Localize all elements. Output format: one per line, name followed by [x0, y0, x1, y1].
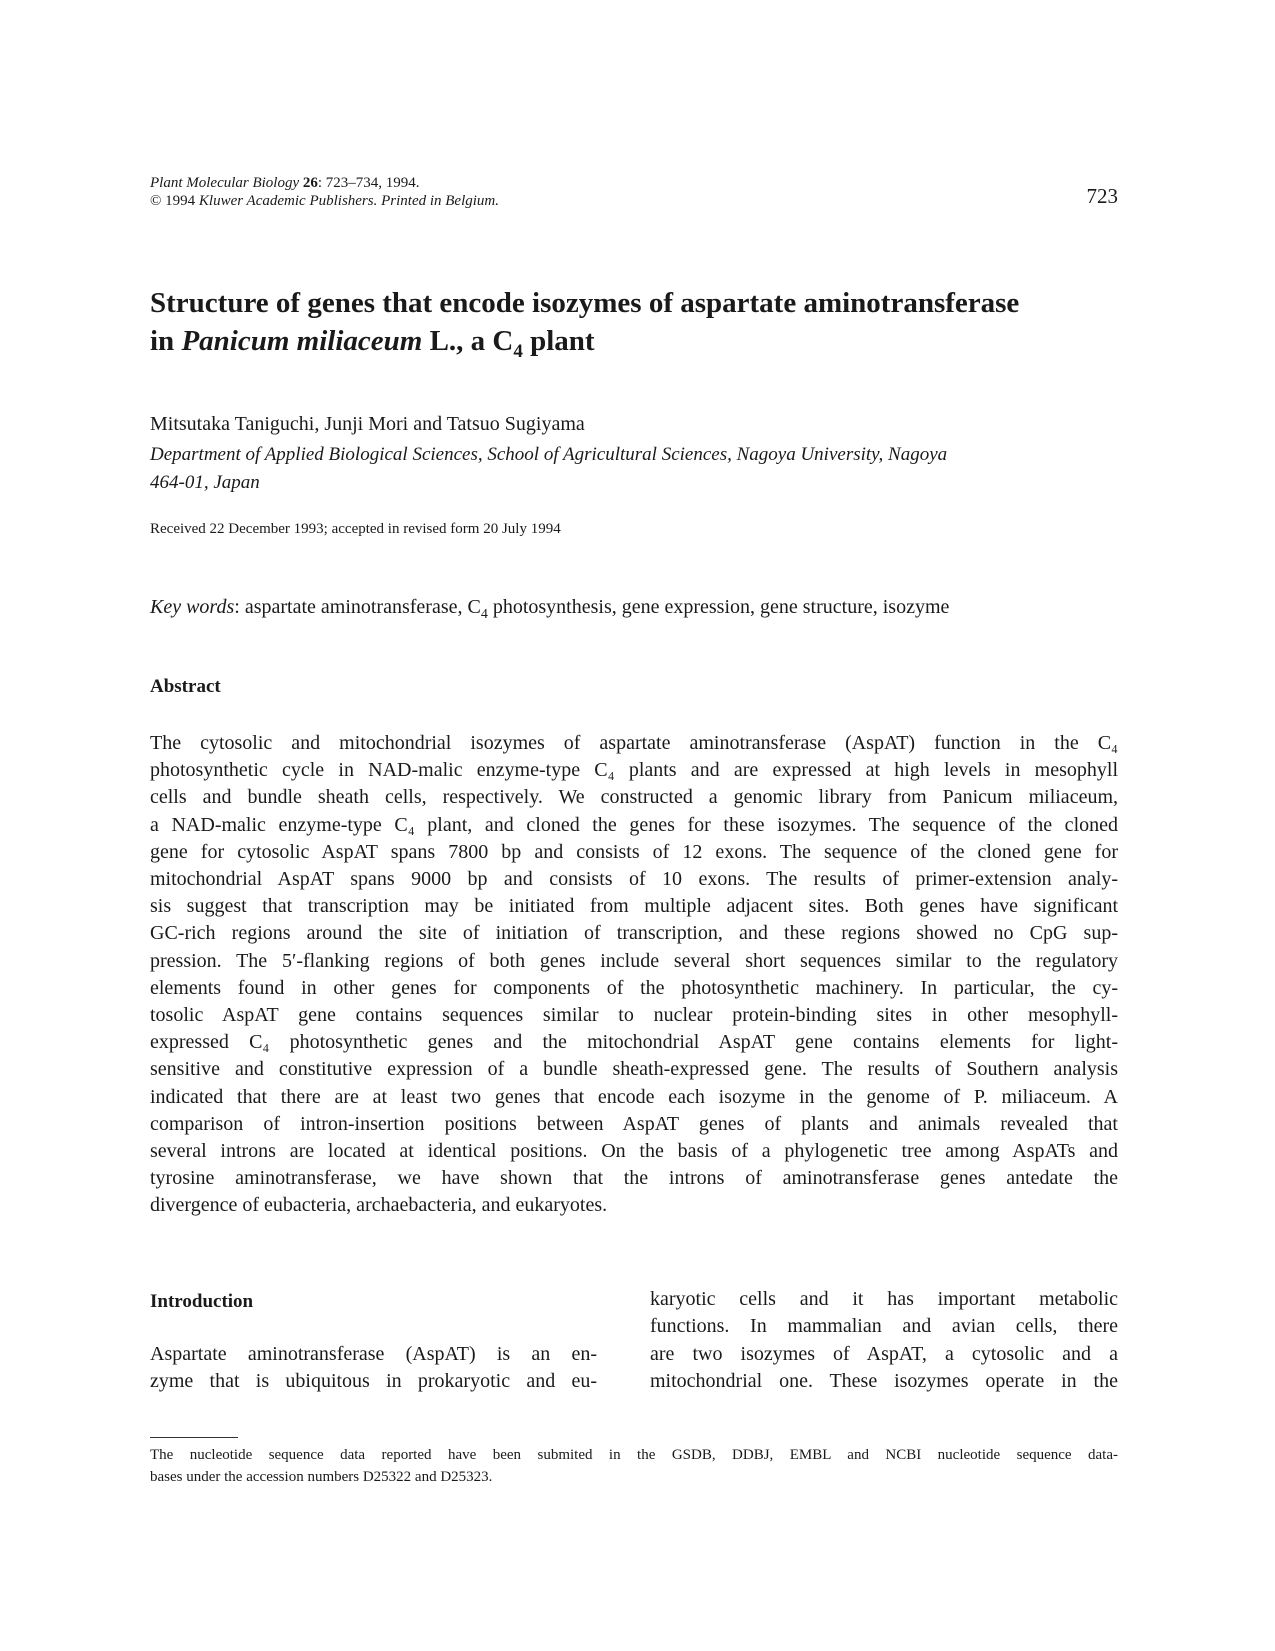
publisher: Kluwer Academic Publishers. Printed in Belgium. [198, 193, 500, 209]
abstract-line: sensitive and constitutive expression of a bundle sheath-expressed gene. The results of Southern analysis [150, 1058, 1118, 1081]
journal-pages-year: : 723–734, 1994. [317, 175, 420, 191]
abstract-line: expressed C₄ photosynthetic genes and the mitochondrial AspAT gene contains elements for light- [150, 1031, 1118, 1054]
paper-title [150, 284, 1130, 371]
intro-line: Aspartate aminotransferase (AspAT) is an en- [150, 1343, 597, 1365]
abstract-line: comparison of intron-insertion positions between AspAT genes of plants and animals revealed that [150, 1112, 1118, 1135]
abstract-line: divergence of eubacteria, archaebacteria, and eukaryotes. [150, 1194, 608, 1217]
title-mid: L., a C [429, 325, 514, 357]
copyright-year: 1994 [165, 193, 196, 209]
journal-volume: 26 [302, 175, 318, 191]
abstract-line: mitochondrial AspAT spans 9000 bp and consists of 10 exons. The results of primer-extension analy- [150, 868, 1118, 891]
journal-citation [150, 174, 499, 192]
footnote [150, 1444, 1118, 1488]
intro-line: are two isozymes of AspAT, a cytosolic and a [650, 1342, 1118, 1365]
received-dates: Received 22 December 1993; accepted in revised form 20 July 1994 [150, 521, 561, 537]
keywords-subscript: 4 [480, 607, 488, 622]
introduction-left-column [150, 1341, 597, 1396]
affiliation-line-1: Department of Applied Biological Sciences, School of Agricultural Sciences, Nagoya University, Nagoya [150, 444, 948, 465]
title-in: in [150, 325, 175, 357]
title-line-1: Structure of genes that encode isozymes of aspartate aminotransferase [150, 287, 1020, 319]
abstract-line: tosolic AspAT gene contains sequences similar to nuclear protein-binding sites in other mesophyll- [150, 1004, 1118, 1027]
title-species: Panicum miliaceum [181, 325, 423, 357]
keywords-pre: : aspartate aminotransferase, C [234, 596, 481, 618]
abstract-line: tyrosine aminotransferase, we have shown that the introns of aminotransferase genes antedate the [150, 1167, 1118, 1190]
footnote-rule [150, 1437, 238, 1438]
title-subscript: 4 [513, 340, 523, 362]
abstract-line: pression. The 5′-flanking regions of both genes include several short sequences similar to the regulatory [150, 949, 1118, 972]
intro-line: karyotic cells and it has important metabolic [650, 1288, 1118, 1310]
abstract-line: a NAD-malic enzyme-type C₄ plant, and cloned the genes for these isozymes. The sequence of the cloned [150, 813, 1118, 836]
introduction-heading: Introduction [150, 1291, 254, 1312]
keywords-label: Key words [150, 596, 235, 618]
abstract-line: gene for cytosolic AspAT spans 7800 bp and consists of 12 exons. The sequence of the cloned gene for [150, 840, 1118, 863]
affiliation [150, 441, 1100, 497]
copyright-line [150, 192, 499, 210]
affiliation-line-2: 464-01, Japan [150, 472, 260, 493]
footnote-line: The nucleotide sequence data reported have been submited in the GSDB, DDBJ, EMBL and NCBI nucleotide sequence data- [150, 1447, 1118, 1463]
intro-line: zyme that is ubiquitous in prokaryotic and eu- [150, 1370, 597, 1393]
abstract-heading: Abstract [150, 676, 221, 697]
abstract-line: elements found in other genes for components of the photosynthetic machinery. In particular, the cy- [150, 976, 1118, 999]
introduction-right-column [650, 1286, 1118, 1396]
abstract-line: sis suggest that transcription may be initiated from multiple adjacent sites. Both genes have significant [150, 895, 1118, 918]
keywords-post: photosynthesis, gene expression, gene structure, isozyme [487, 596, 950, 618]
intro-line: mitochondrial one. These isozymes operate in the [650, 1370, 1118, 1393]
footnote-line: bases under the accession numbers D25322 and D25323. [150, 1469, 493, 1485]
abstract-line: The cytosolic and mitochondrial isozymes of aspartate aminotransferase (AspAT) function in the C₄ [150, 732, 1118, 754]
copyright-symbol: © [150, 193, 162, 209]
running-header [150, 174, 499, 210]
abstract-line: GC-rich regions around the site of initiation of transcription, and these regions showed no CpG sup- [150, 922, 1118, 945]
keywords [150, 596, 1110, 623]
page-number: 723 [1086, 184, 1118, 208]
journal-name: Plant Molecular Biology [150, 175, 300, 191]
abstract-line: several introns are located at identical positions. On the basis of a phylogenetic tree among AspATs and [150, 1140, 1118, 1163]
abstract-line: cells and bundle sheath cells, respectively. We constructed a genomic library from Panicum miliaceum, [150, 786, 1118, 809]
abstract-body [150, 730, 1118, 1220]
abstract-line: indicated that there are at least two genes that encode each isozyme in the genome of P. miliaceum. A [150, 1085, 1118, 1108]
intro-line: functions. In mammalian and avian cells, there [650, 1315, 1118, 1338]
abstract-line: photosynthetic cycle in NAD-malic enzyme-type C₄ plants and are expressed at high levels in mesophyll [150, 759, 1118, 782]
title-end: plant [530, 325, 595, 357]
authors: Mitsutaka Taniguchi, Junji Mori and Tatsuo Sugiyama [150, 413, 585, 435]
title-line-2 [150, 322, 1130, 371]
